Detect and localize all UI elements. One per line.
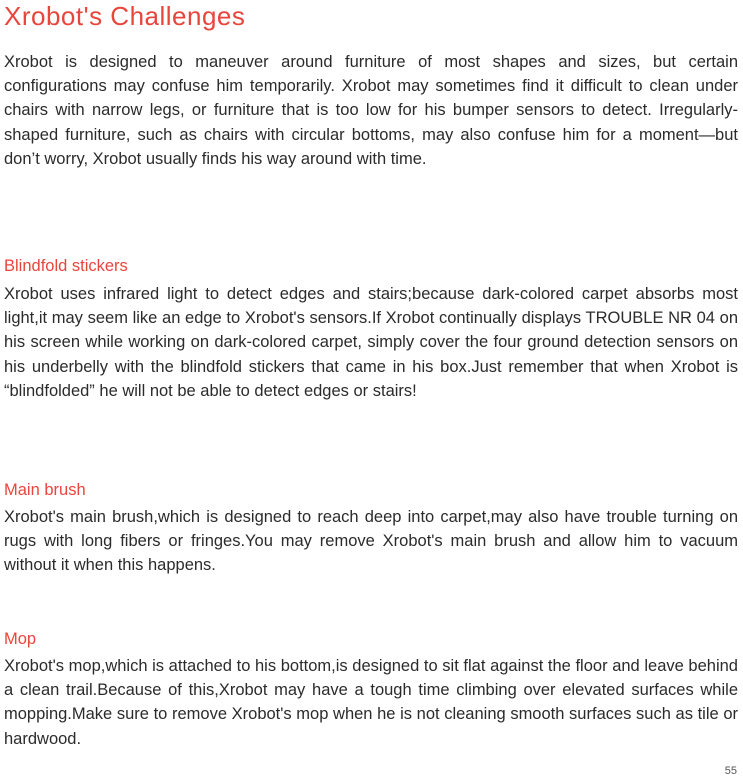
section-body-mop: Xrobot's mop,which is attached to his bottom,is designed to sit flat against the floor and leave behind a clean trail.Because of this,Xrobot may have a tough time climbing over elevated surfaces while mopping.Make sure to remove Xrobot's mop when he is not cleaning smooth surfaces such as tile or hardwood.	[4, 657, 738, 748]
intro-paragraph: Xrobot is designed to maneuver around furniture of most shapes and sizes, but certain configurations may confuse him temporarily. Xrobot may sometimes find it difficult to clean under chairs with narrow legs, or furniture that is too low for his bumper sensors to detect. Irregularly-shaped furniture, such as chairs with circular bottoms, may also confuse him for a moment—but don’t worry, Xrobot usually finds his way around with time.	[4, 53, 738, 168]
page-title: Xrobot's Challenges	[4, 1, 246, 31]
page-number: 55	[724, 765, 737, 777]
section-heading-blindfold-stickers: Blindfold stickers	[4, 257, 128, 275]
section-body-main-brush: Xrobot's main brush,which is designed to reach deep into carpet,may also have trouble turning on rugs with long fibers or fringes.You may remove Xrobot's main brush and allow him to vacuum without it when this happens.	[4, 508, 738, 575]
section-heading-mop: Mop	[4, 630, 37, 648]
section-body-blindfold-stickers: Xrobot uses infrared light to detect edges and stairs;because dark-colored carpet absorbs most light,it may seem like an edge to Xrobot's sensors.If Xrobot continually displays TROUBLE NR 04 on his screen while working on dark-colored carpet, simply cover the four ground detection sensors on his underbelly with the blindfold stickers that came in his box.Just remember that when Xrobot is “blindfolded” he will not be able to detect edges or stairs!	[4, 285, 738, 400]
section-heading-main-brush: Main brush	[4, 481, 86, 499]
